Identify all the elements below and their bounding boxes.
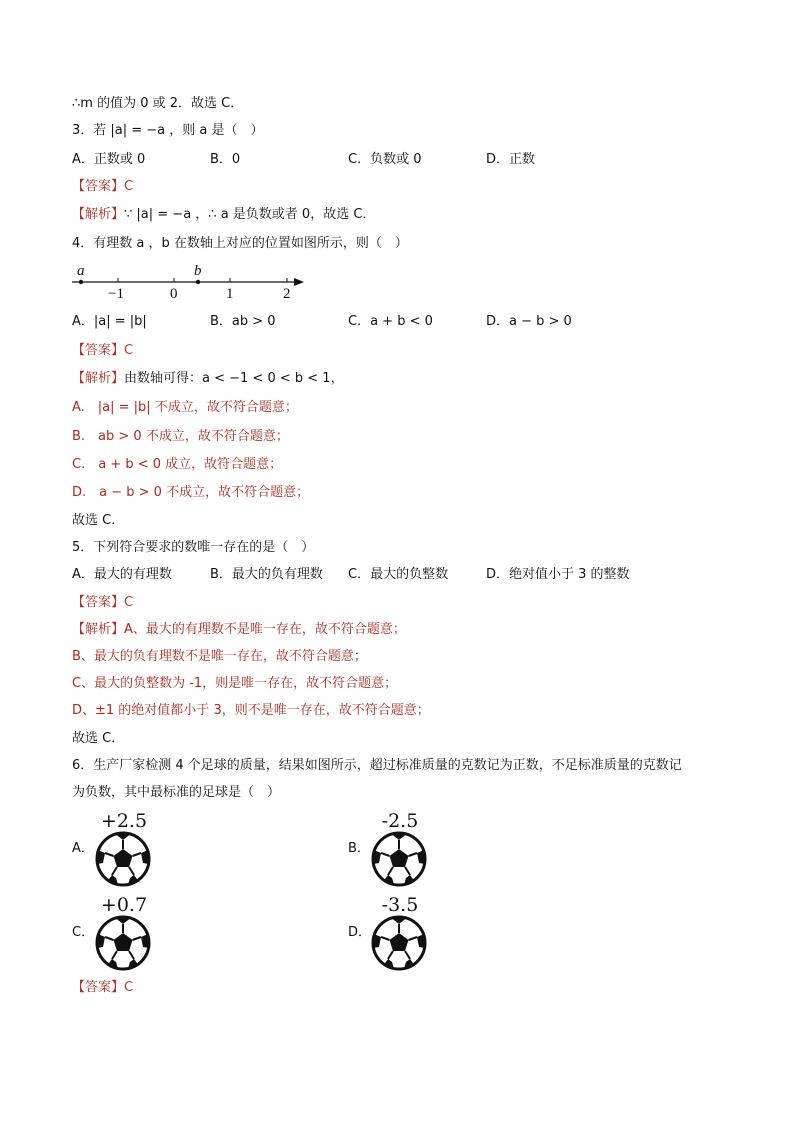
q6-ball-d [370,894,430,974]
tick-label-2: 2 [283,286,291,300]
explanation-text: A、最大的有理数不是唯一存在，故不符合题意； [124,622,406,637]
label-b: b [194,263,202,279]
soccer-ball-icon [370,914,428,976]
explanation-text: 由数轴可得：a < −1 < 0 < b < 1， [124,371,344,386]
q6-option-b-letter: B． [348,841,370,856]
q3-answer [72,178,133,196]
axis-arrow-icon [294,278,304,286]
carryover-line: ∴m 的值为 0 或 2．故选 C． [72,96,244,111]
q6-stem-line-1: 6．生产厂家检测 4 个足球的质量，结果如图所示，超过标准质量的克数记为正数，不足标准质量的克数记 [72,758,682,773]
point-a [79,280,83,284]
answer-value: C [124,179,134,194]
label-a: a [77,263,85,279]
q4-exp-b: B. ab > 0 不成立，故不符合题意； [72,429,289,444]
q4-conclusion: 故选 C． [72,513,125,528]
q3-stem: 3．若 |a| = −a ，则 a 是（ ） [72,123,264,138]
answer-tag: 【答案】 [72,343,125,358]
q5-answer [72,594,133,612]
ball-mass-label: +2.5 [100,810,148,832]
q3-option-b: B．0 [210,152,241,167]
q4-answer [72,342,133,360]
soccer-ball-icon [94,914,152,976]
q6-stem-line-2: 为负数，其中最标准的足球是（ ） [72,785,281,800]
explanation-text: ∵ |a| = −a ，∴ a 是负数或者 0，故选 C． [124,207,376,222]
answer-value: C [124,595,134,610]
q6-ball-c [94,894,154,974]
number-line-figure [70,260,310,300]
q4-exp-d: D. a − b > 0 不成立，故不符合题意； [72,485,310,500]
answer-tag: 【答案】 [72,179,125,194]
q3-option-c: C．负数或 0 [348,152,422,167]
q5-option-c: C．最大的负整数 [348,567,449,582]
explanation-tag: 【解析】 [72,207,125,222]
answer-value: C [124,343,134,358]
q5-exp-c: C、最大的负整数为 -1，则是唯一存在，故不符合题意； [72,676,398,691]
soccer-ball-icon [370,830,428,892]
q4-exp-a: A. |a| = |b| 不成立，故不符合题意； [72,400,298,415]
q4-option-b: B．ab > 0 [210,314,276,329]
q5-exp-d: D、±1 的绝对值都小于 3，则不是唯一存在，故不符合题意； [72,703,430,718]
q3-explanation [72,206,375,224]
q5-option-d: D．绝对值小于 3 的整数 [486,567,630,582]
soccer-ball-icon [94,830,152,892]
q4-option-d: D．a − b > 0 [486,314,572,329]
q6-option-c-letter: C． [72,925,95,940]
tick-label-0: 0 [170,286,178,300]
q6-option-d-letter: D． [348,925,372,940]
q5-explanation [72,621,406,639]
explanation-tag: 【解析】 [72,371,125,386]
point-b [196,280,200,284]
answer-tag: 【答案】 [72,595,125,610]
tick-label-minus-1: −1 [108,286,124,300]
q3-option-a: A．正数或 0 [72,152,146,167]
q6-ball-b [370,810,430,890]
q4-explanation [72,370,344,388]
q5-stem: 5．下列符合要求的数唯一存在的是（ ） [72,540,315,555]
q4-exp-c: C. a + b < 0 成立，故符合题意； [72,457,283,472]
q5-exp-b: B、最大的负有理数不是唯一存在，故不符合题意； [72,649,367,664]
q6-answer [72,979,133,997]
q3-option-d: D．正数 [486,152,536,167]
answer-tag: 【答案】 [72,980,125,995]
explanation-tag: 【解析】 [72,622,125,637]
q4-option-c: C．a + b < 0 [348,314,433,329]
answer-value: C [124,980,134,995]
ball-mass-label: +0.7 [100,894,148,916]
ball-mass-label: -2.5 [381,810,419,832]
q5-option-a: A．最大的有理数 [72,567,172,582]
q4-stem: 4．有理数 a ，b 在数轴上对应的位置如图所示，则（ ） [72,236,408,251]
q5-option-b: B．最大的负有理数 [210,567,323,582]
q6-ball-a [94,810,154,890]
ball-mass-label: -3.5 [381,894,419,916]
tick-label-1: 1 [226,286,234,300]
q5-conclusion: 故选 C． [72,731,125,746]
q6-option-a-letter: A． [72,841,94,856]
q4-option-a: A．|a| = |b| [72,314,147,329]
